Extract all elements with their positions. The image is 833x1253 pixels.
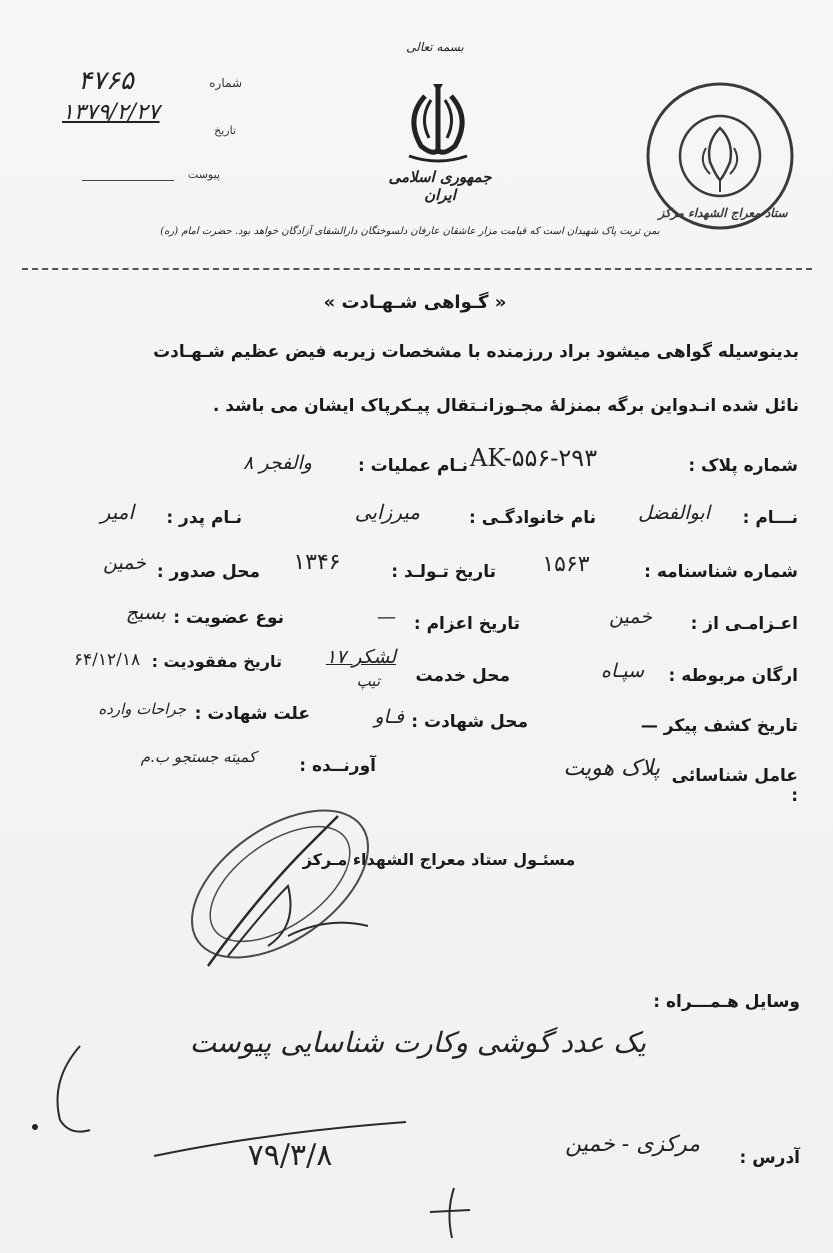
dispatch-date-value: —: [377, 606, 396, 628]
plaque-label: شماره پلاک :: [688, 456, 798, 476]
name-value: ابوالفضل: [638, 502, 710, 524]
identification-label: عامل شناسائی :: [671, 766, 798, 806]
plaque-value: AK-۵۵۶-۲۹۳: [470, 444, 598, 472]
service-place-label: محل خدمت: [415, 666, 510, 686]
father-name-value: امیر: [100, 500, 134, 524]
family-name-value: میرزایی: [354, 500, 420, 524]
official-title: مسئـول ستاد معراج الشهداء مـرکز: [302, 850, 576, 869]
dispatched-from-label: اعـزامـی از :: [690, 614, 798, 634]
address-value: مرکزی - خمین: [565, 1132, 700, 1157]
dedication-line: بمن تربت پاک شهیدان است که قیامت مزار عاشقان عارفان دلسوختگان دارالشفای آزادگان خواهد بود. حضرت امام (ره): [160, 226, 660, 237]
plus-mark-icon: [420, 1182, 480, 1242]
certificate-title: « گـواهی شـهـادت »: [323, 292, 507, 313]
margin-dot: [32, 1124, 38, 1130]
cause-value: جراحات وارده: [98, 700, 186, 718]
header-divider: [22, 268, 812, 270]
id-number-label: شماره شناسنامه :: [644, 562, 798, 582]
address-label: آدرس :: [739, 1148, 800, 1168]
martyrdom-place-value: فـاو: [374, 706, 404, 728]
missing-date-label: تاریخ مفقودیت :: [151, 652, 282, 671]
membership-value: بسیج: [125, 602, 166, 624]
service-place-value: لشکر ۱۷: [325, 646, 396, 668]
dispatched-from-value: خمین: [609, 606, 652, 628]
items-label: وسایل هـمـــراه :: [653, 992, 800, 1012]
identification-value: پلاک هویت: [563, 756, 660, 781]
handwritten-date: ۷۹/۳/۸: [247, 1138, 333, 1173]
birth-date-label: تاریخ تـولـد :: [391, 562, 496, 582]
bringer-label: آورنــده :: [299, 756, 376, 776]
attachment-line: [82, 180, 174, 181]
operation-label: نـام عملیات :: [357, 456, 468, 476]
letter-number-value: ۴۷۶۵: [78, 66, 134, 96]
letter-number-label: شماره: [209, 76, 242, 90]
dispatch-date-label: تاریخ اعزام :: [413, 614, 520, 634]
name-label: نـــام :: [742, 508, 798, 528]
membership-label: نوع عضویت :: [173, 608, 284, 628]
birth-date-value: ۱۳۴۶: [293, 550, 341, 575]
letter-date-value: ۱۳۷۹/۲/۲۷: [62, 100, 160, 125]
operation-value: والفجر ۸: [243, 452, 312, 474]
intro-line-2: نائل شده انـدواین برگه بمنزلهٔ مجـوزانـتقال پیـکرپاک ایشان می باشد .: [212, 396, 799, 416]
issue-place-label: محل صدور :: [156, 562, 260, 582]
issue-place-value: خمین: [103, 552, 146, 574]
seal-text: ستاد معراج الشهداء مرکز: [658, 206, 788, 220]
martyrdom-place-label: محل شهادت :: [411, 712, 528, 732]
iran-emblem-icon: [395, 80, 481, 164]
state-name: جمهوری اسلامی ایران: [388, 168, 492, 204]
id-number-value: ۱۵۶۳: [542, 552, 590, 577]
missing-date-value: ۶۴/۱۲/۱۸: [73, 650, 141, 670]
bringer-value: کمیته جستجو ب.م: [140, 748, 256, 766]
cause-label: علت شهادت :: [194, 704, 310, 724]
organization-value: سپـاه: [601, 660, 644, 682]
body-found-date-label: تاریخ کشف پیکر —: [640, 716, 798, 736]
father-name-label: نـام پدر :: [166, 508, 242, 528]
letter-date-label: تاریخ: [214, 124, 236, 137]
family-name-label: نام خانوادگـی :: [469, 508, 596, 528]
handwritten-note: یک عدد گوشی وکارت شناسایی پیوست: [189, 1026, 646, 1059]
bismillah: بسمه تعالی: [406, 40, 464, 54]
organization-label: ارگان مربوطه :: [668, 666, 798, 686]
attachment-label: پیوست: [187, 168, 220, 181]
bracket-mark-icon: [40, 1040, 100, 1140]
intro-line-1: بدینوسیله گواهی میشود براد ررزمنده با مشخصات زیربه فیض عظیم شـهـادت: [153, 342, 799, 362]
service-place-sub: تیپ: [356, 672, 380, 690]
official-stamp-icon: [168, 786, 398, 986]
